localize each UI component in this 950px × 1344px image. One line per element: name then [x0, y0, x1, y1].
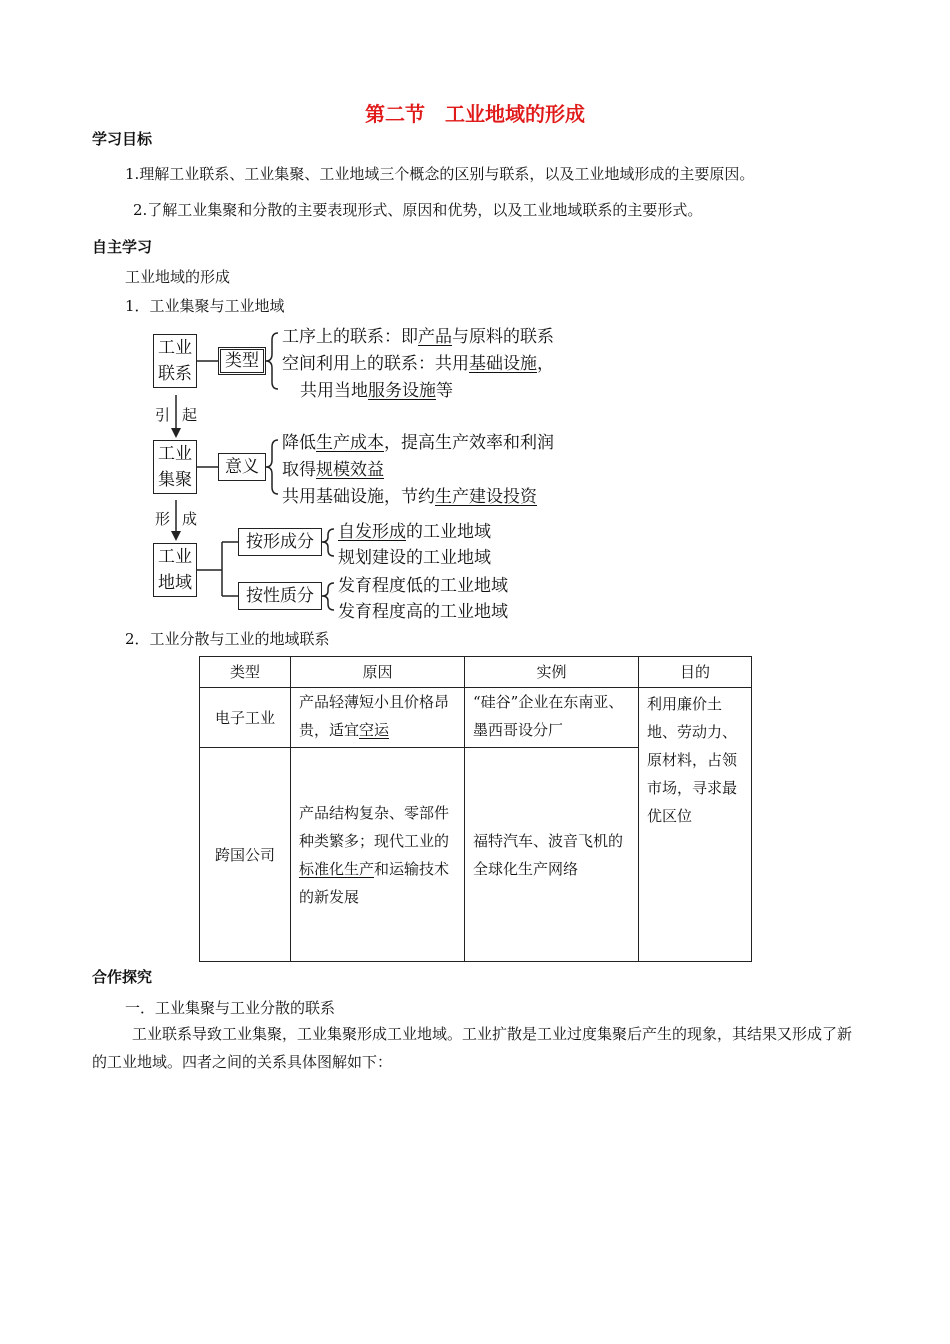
self-study-item-1: 1．工业集聚与工业地域: [125, 297, 285, 315]
page-title: 第二节 工业地域的形成: [365, 102, 585, 126]
box-industrial-agglomeration: 工业集聚: [153, 440, 197, 494]
cooperation-item-1: 一．工业集聚与工业分散的联系: [125, 999, 336, 1017]
table-header: 原因: [291, 657, 465, 688]
self-study-item-2: 2．工业分散与工业的地域联系: [125, 630, 330, 648]
branch-by-nature: 按性质分: [238, 582, 322, 610]
table-cell-reason: 产品轻薄短小且价格昂贵，适宜空运: [291, 688, 465, 748]
box-industrial-linkage: 工业联系: [153, 334, 197, 388]
linkage-item-space: 空间利用上的联系：共用基础设施，: [282, 354, 554, 374]
branch-significance: 意义: [218, 453, 266, 481]
table-cell-type: 电子工业: [200, 688, 291, 748]
arrow-label-cause-1: 引: [155, 406, 171, 424]
arrow-label-form-1: 形: [155, 510, 171, 528]
table-header: 类型: [200, 657, 291, 688]
self-study-heading: 自主学习: [92, 238, 153, 256]
table-cell-example: 福特汽车、波音飞机的全球化生产网络: [465, 748, 639, 962]
self-study-subtitle: 工业地域的形成: [125, 268, 231, 286]
goal-item-2: 2.了解工业集聚和分散的主要表现形式、原因和优势，以及工业地域联系的主要形式。: [133, 201, 703, 219]
agglomeration-item-investment: 共用基础设施，节约生产建设投资: [282, 487, 537, 507]
box-industrial-region: 工业地域: [153, 543, 197, 597]
table-header: 实例: [465, 657, 639, 688]
region-item-planned: 规划建设的工业地域: [338, 548, 491, 568]
table-cell-reason: 产品结构复杂、零部件种类繁多；现代工业的标准化生产和运输技术的新发展: [291, 748, 465, 962]
table-cell-purpose: 利用廉价土地、劳动力、原材料，占领市场，寻求最优区位: [639, 688, 752, 962]
table-header-row: [200, 657, 752, 688]
arrow-label-cause-2: 起: [182, 406, 198, 424]
agglomeration-item-cost: 降低生产成本，提高生产效率和利润: [282, 433, 554, 453]
table-header: 目的: [639, 657, 752, 688]
branch-types: 类型: [218, 347, 266, 375]
cooperation-paragraph: 工业联系导致工业集聚，工业集聚形成工业地域。工业扩散是工业过度集聚后产生的现象，其结果又形成了新的工业地域。四者之间的关系具体图解如下：: [92, 1025, 853, 1071]
goals-heading: 学习目标: [92, 130, 153, 148]
linkage-item-service: 共用当地服务设施等: [300, 381, 453, 401]
agglomeration-item-scale: 取得规模效益: [282, 460, 384, 480]
table-cell-type: 跨国公司: [200, 748, 291, 962]
region-item-low: 发育程度低的工业地域: [338, 576, 508, 596]
region-item-high: 发育程度高的工业地域: [338, 602, 508, 622]
arrow-label-form-2: 成: [182, 510, 198, 528]
goal-item-1: 1.理解工业联系、工业集聚、工业地域三个概念的区别与联系，以及工业地域形成的主要原因。: [125, 165, 755, 183]
cooperation-heading: 合作探究: [92, 968, 153, 986]
dispersion-table: [199, 656, 752, 962]
table-row: [200, 688, 752, 748]
linkage-item-process: 工序上的联系：即产品与原料的联系: [282, 327, 554, 347]
branch-by-formation: 按形成分: [238, 528, 322, 556]
table-cell-example: “硅谷”企业在东南亚、墨西哥设分厂: [465, 688, 639, 748]
region-item-spontaneous: 自发形成的工业地域: [338, 522, 491, 542]
